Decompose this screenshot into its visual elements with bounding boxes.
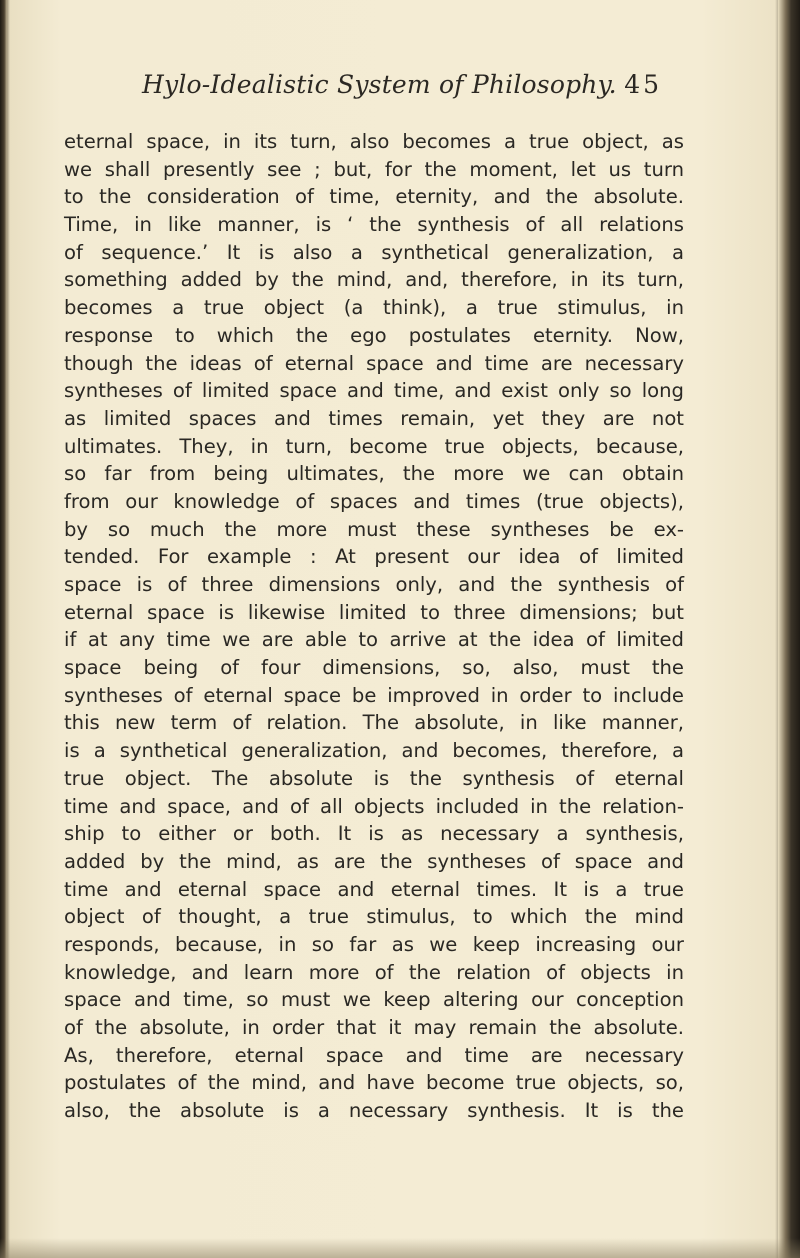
text-line: As, therefore, eternal space and time are necessary [64,1043,684,1067]
text-line: by so much the more must these syntheses be ex- [64,517,684,541]
text-line: time and space, and of all objects included in the relation- [64,794,684,818]
text-line: of the absolute, in order that it may remain the absolute. [64,1016,684,1039]
text-line: added by the mind, as are the syntheses of space and [64,849,684,873]
text-line: to the consideration of time, eternity, and the absolute. [64,185,684,209]
text-line: syntheses of limited space and time, and exist only so long [64,379,684,403]
text-line: Time, in like manner, is ‘ the synthesis of all relations [64,213,684,237]
running-header [142,70,662,110]
text-line: space and time, so must we keep altering our conception [64,988,684,1012]
text-line: becomes a true object (a think), a true stimulus, in [64,296,684,320]
text-line: postulates of the mind, and have become true objects, so, [64,1071,684,1095]
text-line: knowledge, and learn more of the relation of objects in [64,960,684,984]
page-binding-edge [0,0,7,1258]
text-line: this new term of relation. The absolute, in like manner, [64,711,684,735]
text-line: ship to either or both. It is as necessary a synthesis, [64,822,684,846]
text-line: syntheses of eternal space be improved in order to include [64,683,684,707]
body-text [64,128,684,1125]
text-line: true object. The absolute is the synthesis of eternal [64,766,684,790]
page-bottom-shadow [0,1238,800,1258]
text-line: also, the absolute is a necessary synthesis. It is the [64,1099,684,1123]
text-line: response to which the ego postulates eternity. Now, [64,323,684,347]
text-line: tended. For example : At present our idea of limited [64,545,684,569]
running-title: Hylo-Idealistic System of Philosophy. [142,70,617,99]
page-number: 45 [624,70,662,99]
page-fore-edge [778,0,800,1258]
text-line: of sequence.’ It is also a synthetical generalization, a [64,240,684,264]
text-line: eternal space, in its turn, also becomes a true object, as [64,130,684,153]
text-line: responds, because, in so far as we keep increasing our [64,932,684,956]
text-line: ultimates. They, in turn, become true objects, because, [64,434,684,458]
text-line: we shall presently see ; but, for the moment, let us turn [64,157,684,181]
text-line: time and eternal space and eternal times. It is a true [64,877,684,901]
text-line: so far from being ultimates, the more we can obtain [64,462,684,486]
text-line: eternal space is likewise limited to three dimensions; but [64,600,684,624]
text-line: object of thought, a true stimulus, to which the mind [64,905,684,929]
text-line: as limited spaces and times remain, yet they are not [64,406,684,430]
text-line: something added by the mind, and, therefore, in its turn, [64,268,684,292]
text-line: though the ideas of eternal space and time are necessary [64,351,684,375]
text-line: space is of three dimensions only, and the synthesis of [64,573,684,596]
text-line: from our knowledge of spaces and times (true objects), [64,489,684,513]
text-line: is a synthetical generalization, and becomes, therefore, a [64,739,684,763]
text-line: if at any time we are able to arrive at the idea of limited [64,628,684,652]
text-line: space being of four dimensions, so, also, must the [64,656,684,680]
